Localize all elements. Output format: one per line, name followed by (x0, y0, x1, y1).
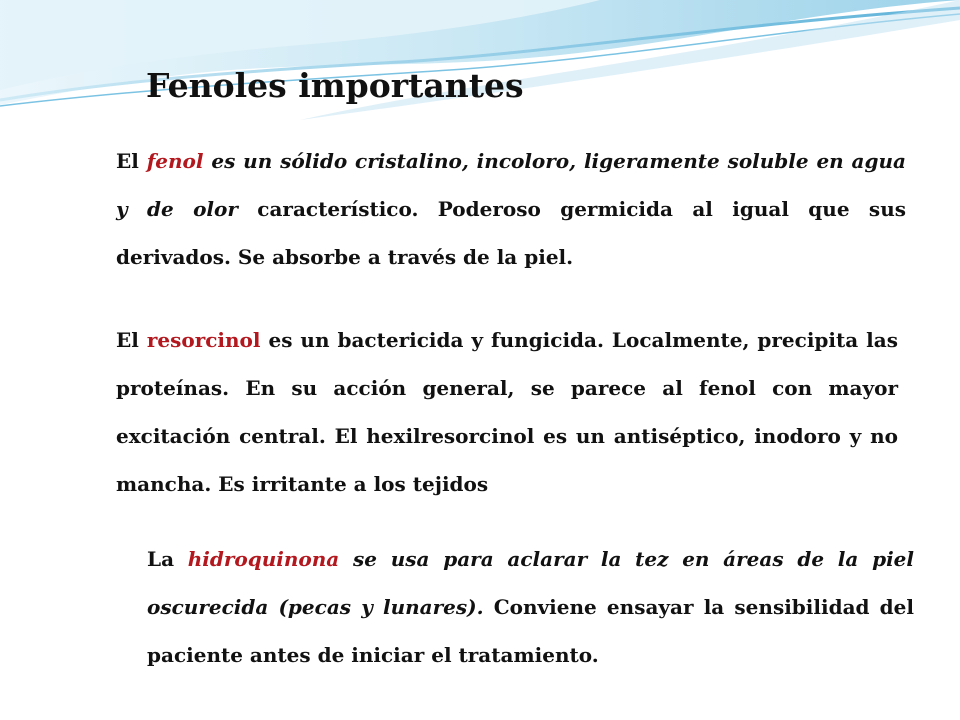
paragraph-lead: El (116, 328, 139, 352)
paragraph-text: característico. Poderoso germicida al igual que sus derivados. Se absorbe a través de la piel. (116, 197, 906, 269)
paragraph-italic-text: se usa para aclarar la tez en áreas de la piel oscurecida (pecas y lunares). (147, 547, 914, 619)
term-fenol: fenol (146, 149, 204, 173)
paragraph-lead: La (147, 547, 175, 571)
paragraph-hidroquinona (147, 535, 914, 679)
paragraph-italic-text: es un sólido cristalino, incoloro, ligeramente soluble en agua y de olor (116, 149, 906, 221)
term-resorcinol: resorcinol (146, 328, 261, 352)
paragraph-fenol (116, 137, 906, 281)
term-hidroquinona: hidroquinona (187, 547, 340, 571)
paragraph-text: es un bactericida y fungicida. Localmente, precipita las proteínas. En su acción general, se parece al fenol con mayor excitación central. El hexilresorcinol es un antiséptico, inodoro y no mancha. Es irritante a los tejidos (116, 328, 898, 496)
paragraph-resorcinol (116, 316, 898, 508)
paragraph-lead: El (116, 149, 139, 173)
paragraph-text: Conviene ensayar la sensibilidad del paciente antes de iniciar el tratamiento. (147, 595, 914, 667)
slide-title: Fenoles importantes (146, 66, 524, 105)
